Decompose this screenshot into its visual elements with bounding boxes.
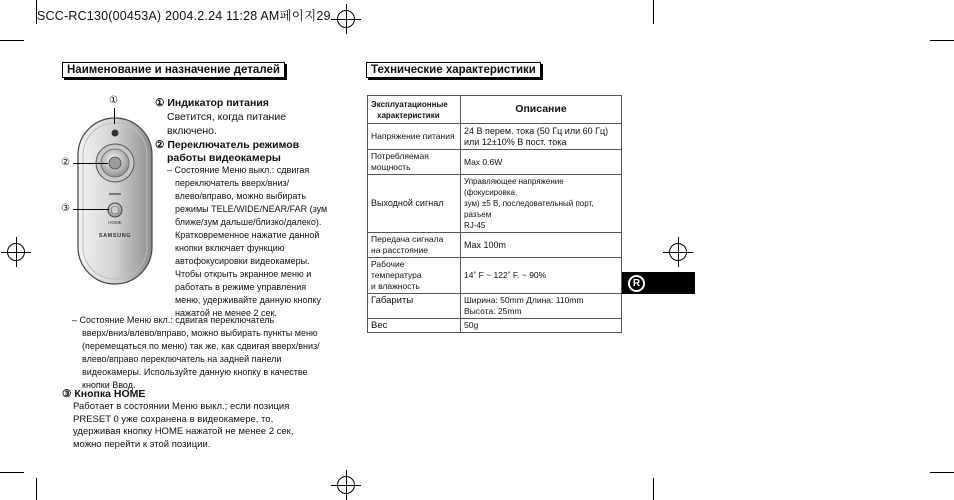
text-line: Работает в состоянии Меню выкл.; если позиция — [73, 401, 290, 412]
text-line: Кратковременное нажатие данной — [175, 230, 320, 240]
text-line: – Состояние Меню вкл.: сдвигая переключатель — [72, 315, 275, 325]
item-2-title-line: Переключатель режимов — [167, 139, 300, 151]
table-row — [368, 294, 622, 319]
item-2-menu-on-text — [72, 314, 320, 392]
callout-leader — [73, 163, 108, 164]
item-1-description — [167, 110, 286, 138]
text-line: влево/вправо, можно выбирать — [175, 191, 307, 201]
table-row — [368, 175, 622, 233]
text-line: ближе/зум дальше/близко/далеко). — [175, 217, 322, 227]
language-badge: R — [628, 275, 645, 292]
crop-mark — [36, 478, 37, 500]
text-line: автофокусировки видеокамеры. — [175, 256, 310, 266]
text-line: вверх/вниз/влево/вправо, можно выбирать пункты меню — [82, 328, 318, 338]
item-3-number: ③ — [62, 388, 72, 400]
item-2-title-line: работы видеокамеры — [167, 152, 281, 164]
row-value: 14˚ F ~ 122˚ F. ~ 90% — [461, 258, 622, 294]
item-2-menu-off-text — [167, 164, 327, 320]
row-label: Выходной сигнал — [368, 175, 461, 233]
crop-mark — [653, 0, 654, 24]
item-2-heading — [155, 139, 299, 165]
text-line: (перемещаться по меню) так же, как сдвигая вверх/вниз/ — [82, 341, 320, 351]
row-label: Потребляемая мощность — [368, 150, 461, 175]
text-line: переключатель вверх/вниз/ — [175, 178, 290, 188]
value-line: зум) ±5 В, последовательный порт, разъем — [464, 199, 594, 219]
item-2-number: ② — [155, 139, 165, 151]
callout-3: ③ — [61, 203, 70, 214]
row-label: Вес — [368, 319, 461, 333]
text-line: удерживая кнопку HOME нажатой не менее 2 сек, — [73, 426, 294, 437]
value-line: Ширина: 50mm Длина: 110mm — [464, 295, 584, 305]
row-label: Габариты — [368, 294, 461, 319]
label-line: Передача сигнала — [371, 234, 444, 244]
callout-leader — [114, 108, 115, 124]
label-line: Рабочие температура — [371, 259, 422, 280]
text-line: влево/вправо переключатель на задней панели — [82, 354, 282, 364]
label-line: и влажность — [371, 281, 420, 291]
print-header: SCC-RC130(00453A) 2004.2.24 11:28 AM페이지29 — [37, 9, 331, 23]
text-line: режимы TELE/WIDE/NEAR/FAR (зум — [175, 204, 328, 214]
text-line: работать в режиме управления — [175, 282, 307, 292]
item-3-description — [73, 401, 293, 451]
item-1-title: Индикатор питания — [167, 97, 269, 109]
value-line: или 12±10% В пост. тока — [464, 136, 567, 147]
text-line: кнопки включает функцию — [175, 243, 285, 253]
registration-mark-icon — [663, 237, 693, 267]
text-line: видеокамеры. Используйте данную кнопку в качестве — [82, 367, 308, 377]
crop-mark — [0, 472, 24, 473]
header-line: характеристики — [377, 110, 440, 120]
item-1-number: ① — [155, 97, 165, 109]
row-label: Напряжение питания — [368, 124, 461, 150]
registration-mark-icon — [331, 4, 361, 34]
text-line: Светится, когда питание — [167, 111, 287, 123]
value-line: RJ-45 — [464, 221, 486, 230]
item-3-title: Кнопка HOME — [74, 388, 146, 400]
registration-mark-icon — [331, 470, 361, 500]
column-header-characteristics — [368, 96, 461, 124]
crop-mark — [36, 0, 37, 24]
row-value — [461, 124, 622, 150]
crop-mark — [653, 478, 654, 500]
column-header-description: Описание — [461, 96, 622, 124]
text-line: PRESET 0 уже сохранена в видеокамере, то, — [73, 413, 274, 425]
text-line: нажатой не менее 2 сек. — [175, 308, 277, 318]
row-label — [368, 233, 461, 258]
table-row — [368, 233, 622, 258]
callout-1: ① — [109, 95, 118, 106]
label-line: на расстояние — [371, 245, 429, 255]
row-value: 50g — [461, 319, 622, 333]
text-line: – Состояние Меню выкл.: сдвигая — [167, 165, 310, 175]
registration-mark-icon — [1, 237, 31, 267]
text-line: включено. — [167, 125, 217, 137]
text-line: Чтобы открыть экранное меню и — [175, 269, 312, 279]
row-label — [368, 258, 461, 294]
table-row — [368, 319, 622, 333]
value-line: Высота: 25mm — [464, 306, 522, 316]
item-1-heading — [155, 97, 269, 109]
crop-mark — [930, 40, 954, 41]
row-value — [461, 294, 622, 319]
crop-mark — [930, 472, 954, 473]
controller-illustration — [76, 116, 154, 286]
text-line: кнопки Ввод. — [82, 380, 136, 390]
device-brand-label: SAMSUNG — [98, 233, 132, 239]
value-line: 24 В перем. тока (50 Гц или 60 Гц) — [464, 125, 609, 136]
crop-mark — [0, 40, 24, 41]
value-line: Управляющее напряжение (фокусировка, — [464, 177, 564, 197]
row-value: Max 0.6W — [461, 150, 622, 175]
table-row — [368, 150, 622, 175]
callout-leader — [73, 209, 109, 210]
table-header-row — [368, 96, 622, 124]
table-row — [368, 258, 622, 294]
row-value — [461, 175, 622, 233]
specifications-table — [367, 95, 622, 333]
table-row — [368, 124, 622, 150]
header-line: Эксплуатационные — [371, 99, 448, 109]
language-tab — [622, 272, 695, 294]
parts-section-title: Наименование и назначение деталей — [62, 62, 285, 78]
power-indicator-icon — [112, 130, 119, 137]
text-line: можно перейти к этой позиции. — [73, 438, 211, 450]
device-home-label: HOME — [108, 220, 122, 225]
specs-section-title: Технические характеристики — [366, 62, 541, 78]
row-value: Max 100m — [461, 233, 622, 258]
item-3-heading — [62, 388, 145, 400]
text-line: меню, удерживайте данную кнопку — [175, 295, 321, 305]
callout-2: ② — [61, 157, 70, 168]
